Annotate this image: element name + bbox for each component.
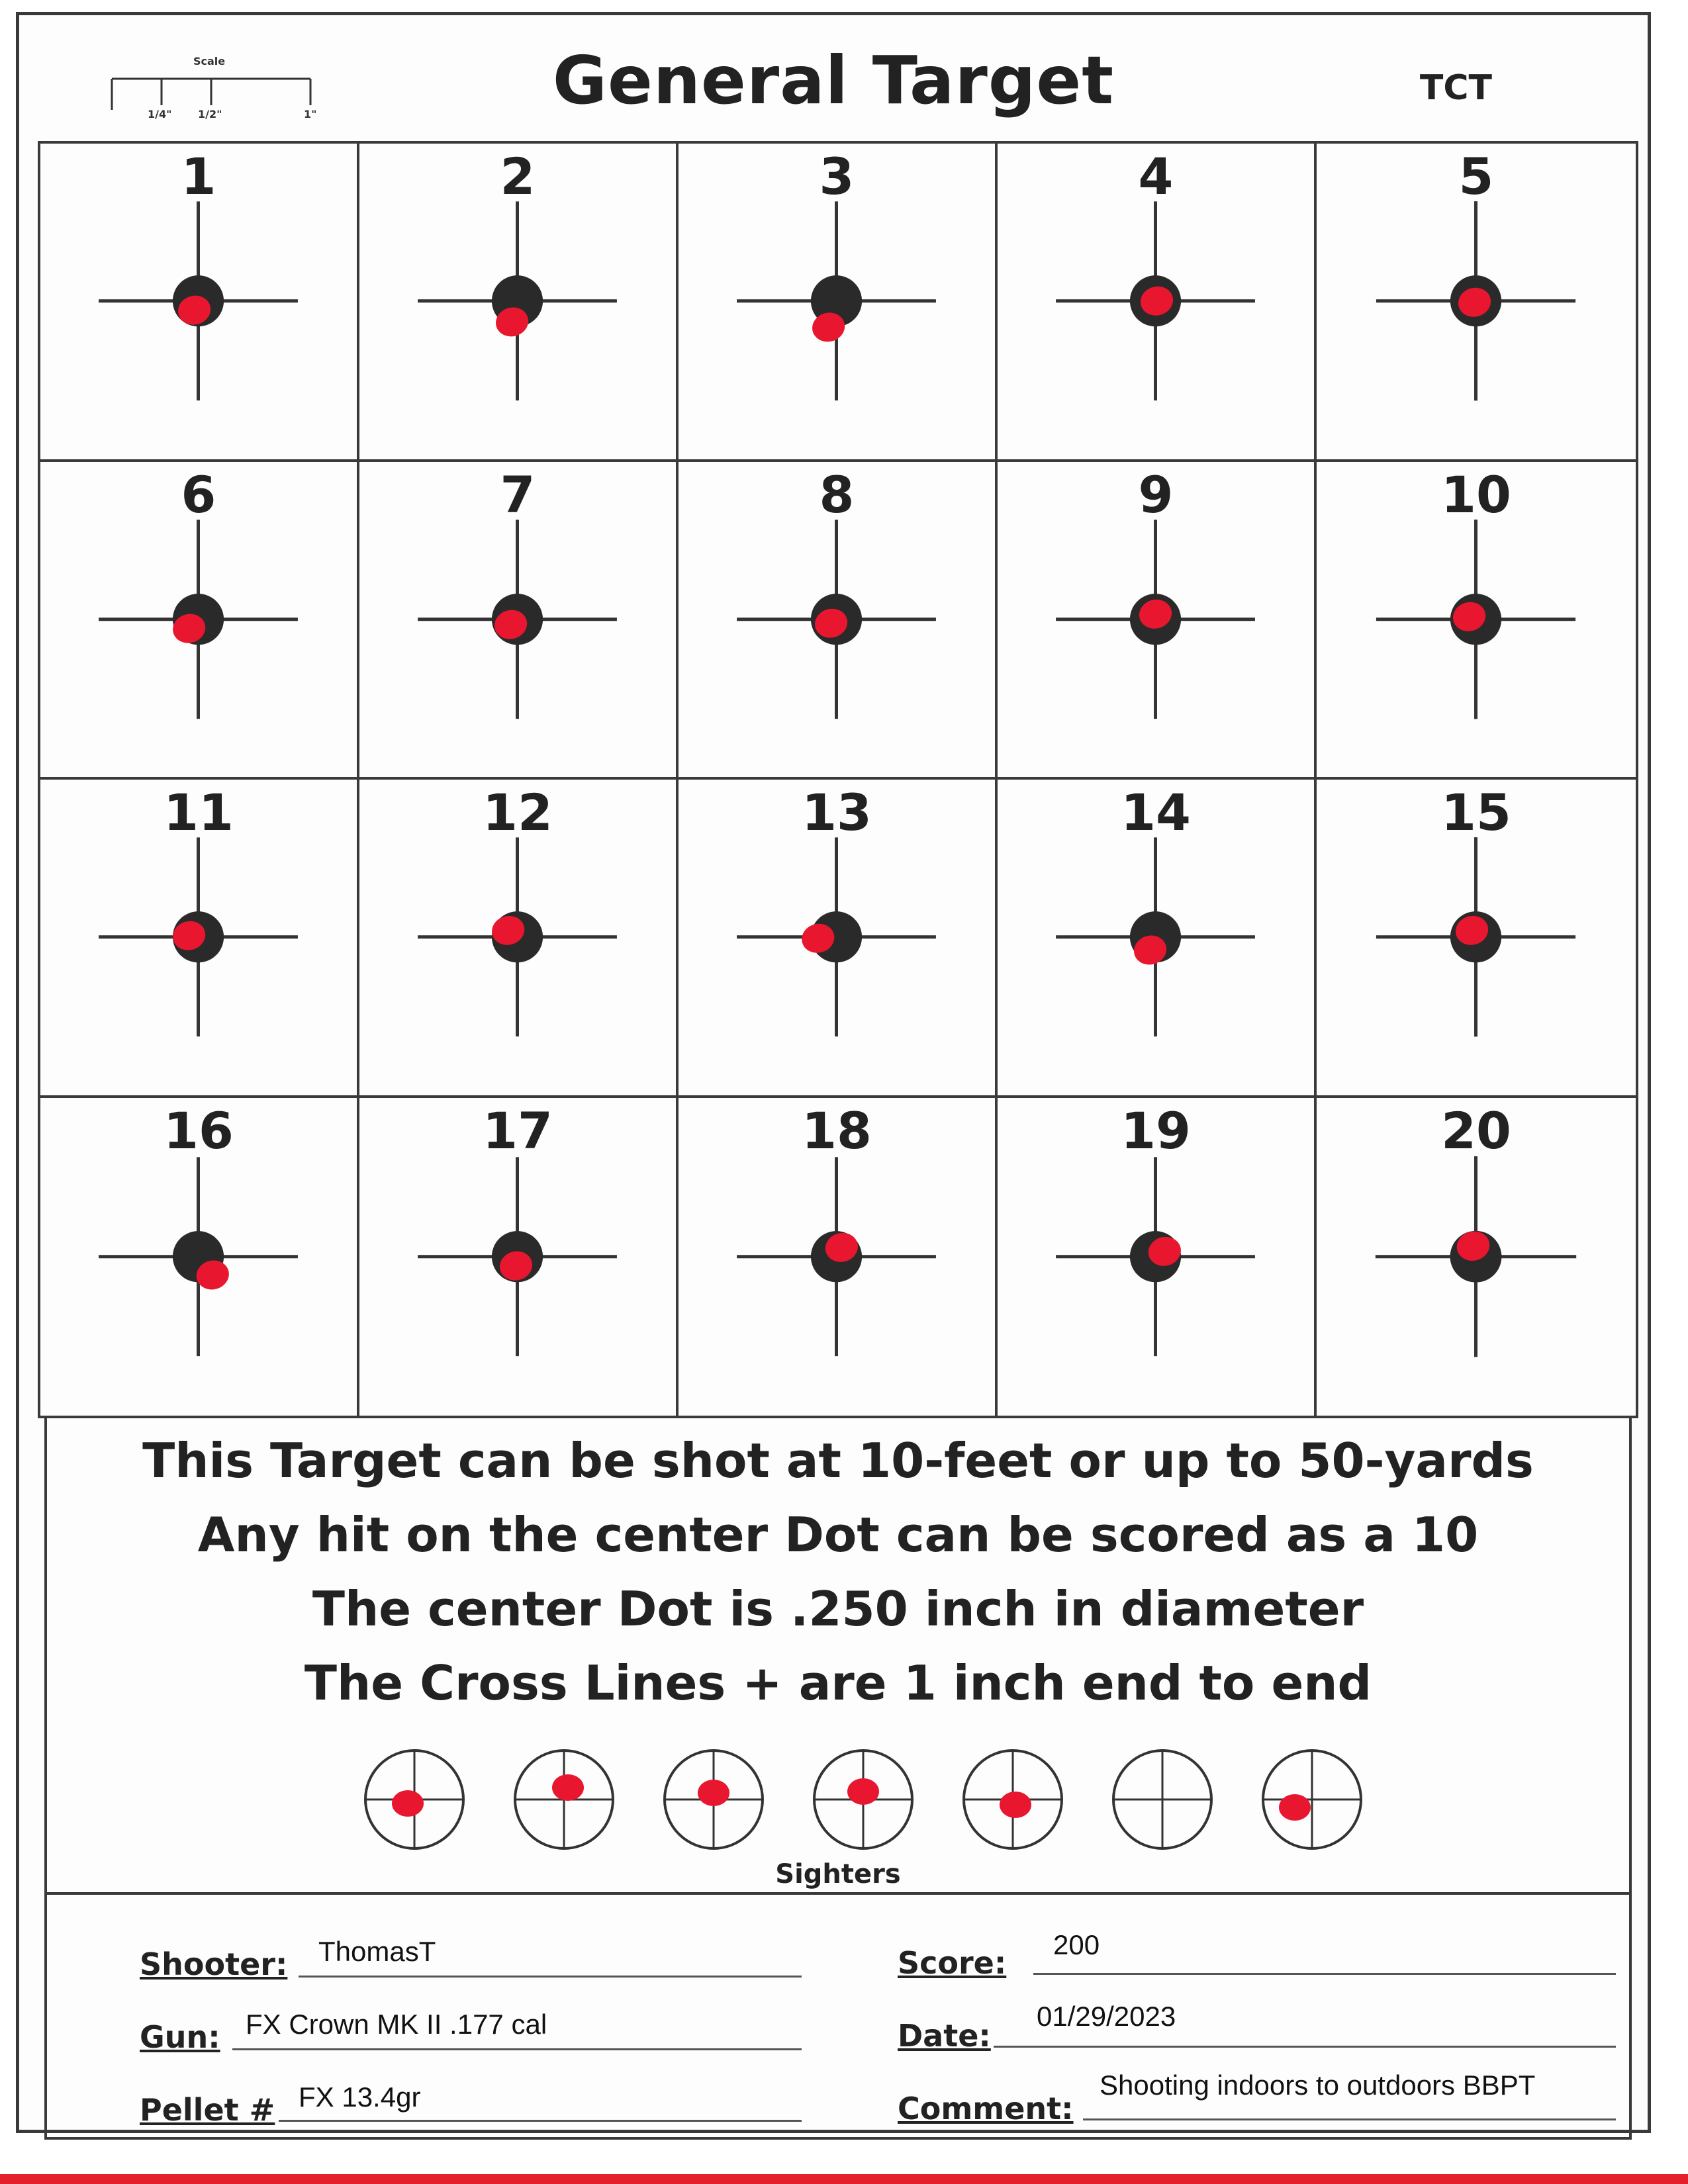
target-crosshair — [40, 1098, 357, 1416]
target-crosshair — [359, 462, 676, 778]
sighter-target-6 — [1109, 1747, 1215, 1852]
scale-label-half: 1/2" — [198, 108, 222, 120]
sighter-target-2 — [511, 1747, 617, 1852]
gun-label: Gun: — [140, 2019, 220, 2055]
info-line-scoring: Any hit on the center Dot can be scored as a 10 — [197, 1507, 1479, 1563]
score-field[interactable]: 200 — [1053, 1929, 1100, 1960]
target-crosshair — [359, 780, 676, 1095]
sighter-hole — [552, 1774, 584, 1801]
target-crosshair — [1317, 780, 1636, 1095]
target-cell-18 — [679, 1098, 998, 1416]
shooter-line — [299, 1976, 802, 1978]
target-number: 8 — [819, 465, 855, 524]
sighter-target-1 — [361, 1747, 467, 1852]
target-number: 1 — [181, 147, 216, 206]
target-grid — [38, 141, 1638, 1418]
target-cell-11 — [40, 780, 359, 1098]
target-cell-8 — [679, 462, 998, 780]
target-crosshair — [679, 780, 995, 1095]
gun-line — [232, 2048, 802, 2050]
sighters-row — [47, 1747, 1629, 1866]
target-crosshair — [998, 780, 1314, 1095]
scale-label-quarter: 1/4" — [148, 108, 172, 120]
target-number: 13 — [802, 783, 872, 842]
target-crosshair — [1317, 1098, 1636, 1416]
shooter-label: Shooter: — [140, 1946, 288, 1982]
target-crosshair — [1317, 144, 1636, 459]
target-crosshair — [998, 462, 1314, 778]
target-crosshair — [679, 1098, 995, 1416]
scale-title: Scale — [193, 55, 226, 68]
target-number: 17 — [483, 1101, 553, 1160]
comment-field[interactable]: Shooting indoors to outdoors BBPT — [1100, 2070, 1536, 2101]
sighter-hole — [698, 1780, 729, 1806]
page-title: General Target — [552, 42, 1115, 119]
target-crosshair — [1317, 462, 1636, 778]
score-line — [1033, 1973, 1616, 1975]
target-number: 3 — [819, 147, 855, 206]
target-crosshair — [40, 462, 357, 778]
sighter-hole — [847, 1778, 879, 1805]
target-number: 7 — [500, 465, 536, 524]
target-number: 4 — [1138, 147, 1174, 206]
target-number: 12 — [483, 783, 553, 842]
date-field[interactable]: 01/29/2023 — [1037, 2001, 1176, 2032]
target-cell-15 — [1317, 780, 1636, 1098]
target-number: 11 — [164, 783, 234, 842]
pellet-field[interactable]: FX 13.4gr — [299, 2081, 421, 2113]
score-form — [44, 1895, 1632, 2140]
sighter-target-7 — [1259, 1747, 1365, 1852]
comment-label: Comment: — [898, 2091, 1074, 2126]
target-number: 10 — [1441, 465, 1511, 524]
gun-field[interactable]: FX Crown MK II .177 cal — [246, 2009, 547, 2040]
target-cell-9 — [998, 462, 1317, 780]
target-cell-19 — [998, 1098, 1317, 1416]
date-line — [994, 2046, 1616, 2048]
target-number: 15 — [1441, 783, 1511, 842]
target-number: 16 — [164, 1101, 234, 1160]
target-cell-10 — [1317, 462, 1636, 780]
target-crosshair — [40, 780, 357, 1095]
score-label: Score: — [898, 1945, 1007, 1981]
target-cell-5 — [1317, 144, 1636, 462]
target-number: 19 — [1121, 1101, 1191, 1160]
target-crosshair — [40, 144, 357, 459]
sighter-hole — [392, 1790, 424, 1817]
target-cell-17 — [359, 1098, 679, 1416]
target-cell-16 — [40, 1098, 359, 1416]
info-panel — [44, 1418, 1632, 1895]
scale-label-one: 1" — [304, 108, 317, 120]
comment-line — [1083, 2118, 1616, 2120]
target-cell-1 — [40, 144, 359, 462]
target-cell-12 — [359, 780, 679, 1098]
target-cell-3 — [679, 144, 998, 462]
info-line-cross-size: The Cross Lines + are 1 inch end to end — [304, 1655, 1372, 1711]
shooter-field[interactable]: ThomasT — [318, 1936, 436, 1967]
pellet-label: Pellet # — [140, 2092, 275, 2128]
target-number: 14 — [1121, 783, 1191, 842]
target-cell-4 — [998, 144, 1317, 462]
info-line-dot-size: The center Dot is .250 inch in diameter — [312, 1581, 1364, 1637]
target-cell-2 — [359, 144, 679, 462]
target-crosshair — [998, 144, 1314, 459]
target-cell-6 — [40, 462, 359, 780]
target-number: 9 — [1138, 465, 1174, 524]
target-number: 6 — [181, 465, 216, 524]
pellet-line — [279, 2120, 802, 2122]
target-crosshair — [359, 144, 676, 459]
sighter-target-5 — [960, 1747, 1066, 1852]
target-number: 5 — [1458, 147, 1494, 206]
info-line-range: This Target can be shot at 10-feet or up to 50-yards — [142, 1433, 1534, 1488]
brand-label: TCT — [1419, 68, 1492, 108]
target-number: 2 — [500, 147, 536, 206]
target-crosshair — [998, 1098, 1314, 1416]
sighter-hole — [1000, 1792, 1031, 1818]
target-number: 20 — [1441, 1101, 1511, 1160]
sighter-target-3 — [661, 1747, 767, 1852]
target-sheet — [16, 12, 1651, 2133]
target-crosshair — [679, 144, 995, 459]
sighter-hole — [1279, 1794, 1311, 1821]
target-cell-14 — [998, 780, 1317, 1098]
sighter-target-4 — [810, 1747, 916, 1852]
target-cell-20 — [1317, 1098, 1636, 1416]
target-cell-13 — [679, 780, 998, 1098]
target-cell-7 — [359, 462, 679, 780]
sighters-label: Sighters — [775, 1859, 901, 1889]
target-crosshair — [359, 1098, 676, 1416]
target-crosshair — [679, 462, 995, 778]
target-number: 18 — [802, 1101, 872, 1160]
date-label: Date: — [898, 2018, 991, 2054]
bottom-red-edge — [0, 2174, 1688, 2184]
